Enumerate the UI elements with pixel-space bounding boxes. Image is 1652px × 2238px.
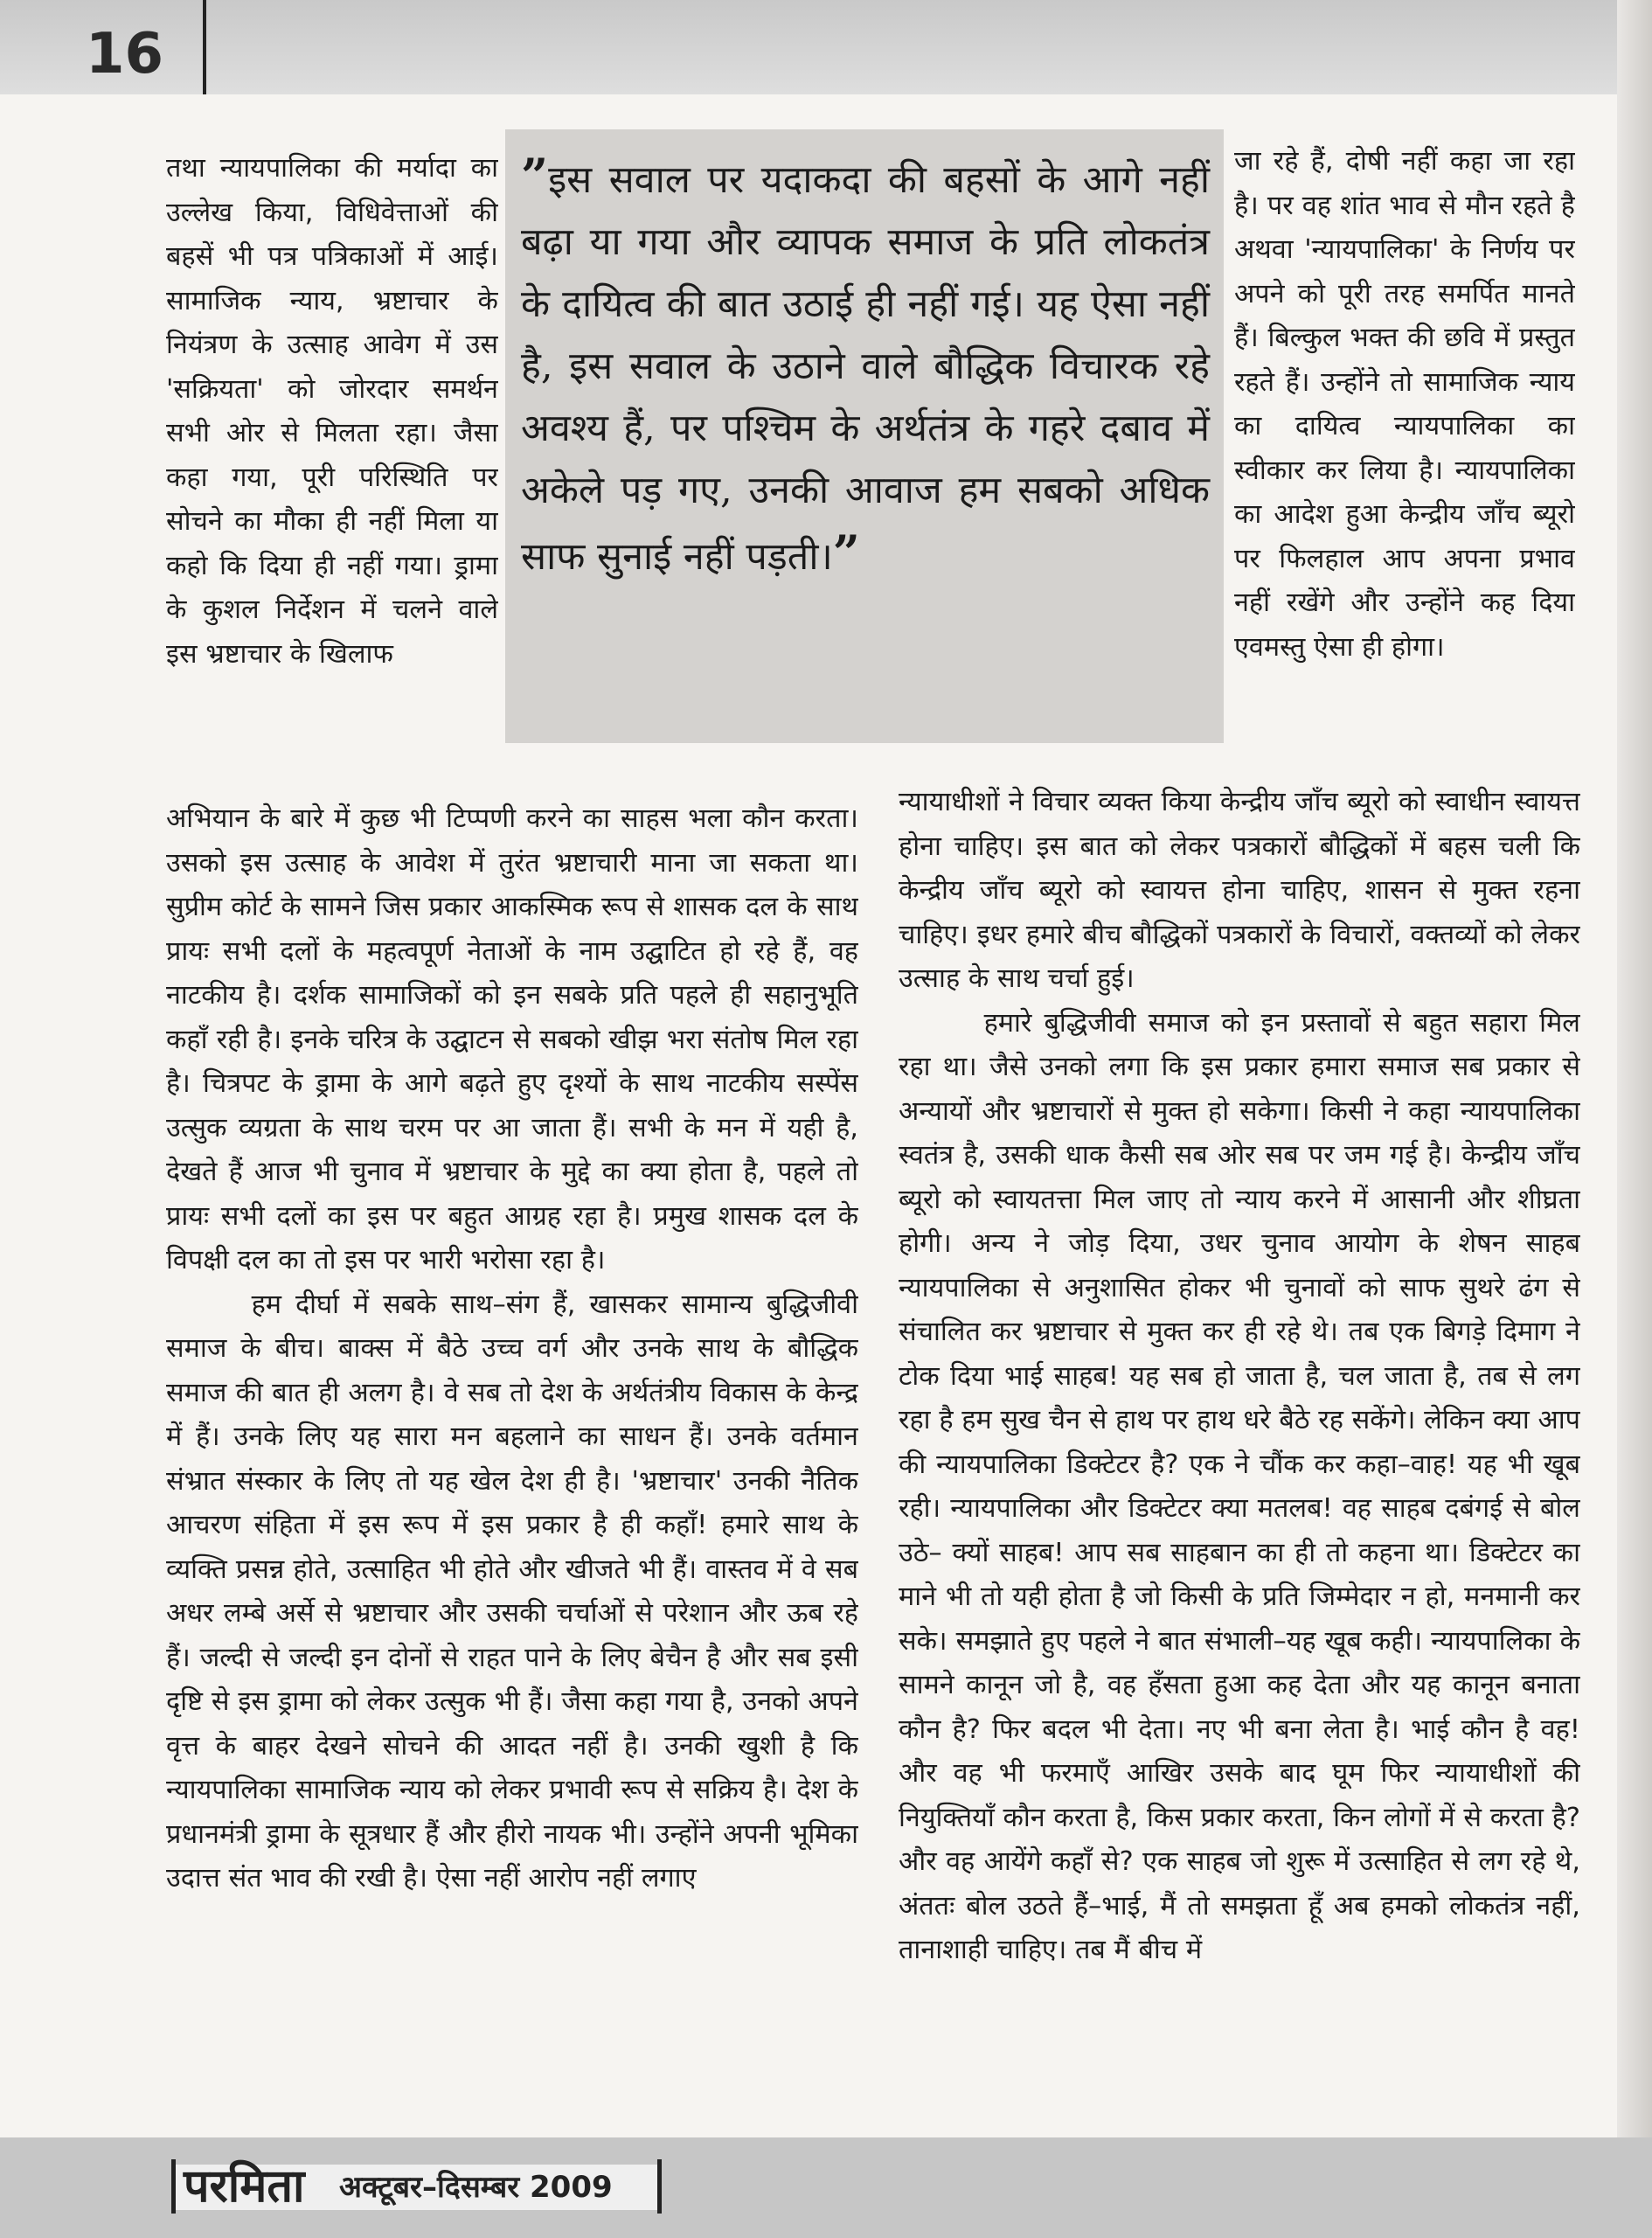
- footer-left-rule: [171, 2159, 176, 2214]
- header-band: [0, 0, 1652, 94]
- page-edge-shadow: [1617, 0, 1652, 2238]
- pull-quote-box: [505, 129, 1224, 743]
- left-column-paragraph-2: हम दीर्घा में सबके साथ–संग हैं, खासकर सामान्य बुद्धिजीवी समाज के बीच। बाक्स में बैठे उच्च वर्ग और उनके साथ के बौद्धिक समाज की बात ही अलग है। वे सब तो देश के अर्थतंत्रीय विकास के केन्द्र में हैं। उनके लिए यह सारा मन बहलाने का साधन हैं। उनके वर्तमान संभ्रात संस्कार के लिए तो यह खेल देश ही है। 'भ्रष्टाचार' उनकी नैतिक आचरण संहिता में इस रूप में इस प्रकार है ही कहाँ! हमारे साथ के व्यक्ति प्रसन्न होते, उत्साहित भी होते और खीजते भी हैं। वास्तव में वे सब अधर लम्बे अर्से से भ्रष्टाचार और उसकी चर्चाओं से परेशान और ऊब रहे हैं। जल्दी से जल्दी इन दोनों से राहत पाने के लिए बेचैन है और सब इसी दृष्टि से इस ड्रामा को लेकर उत्सुक भी हैं। जैसा कहा गया है, उनको अपने वृत्त के बाहर देखने सोचने की आदत नहीं है। उनकी खुशी है कि न्यायपालिका सामाजिक न्याय को लेकर प्रभावी रूप से सक्रिय है। देश के प्रधानमंत्री ड्रामा के सूत्रधार हैं और हीरो नायक भी। उन्होंने अपनी भूमिका उदात्त संत भाव की रखी है। ऐसा नहीं आरोप नहीं लगाए: [166, 1289, 858, 1894]
- pull-quote-close-mark: ”: [832, 525, 860, 580]
- pull-quote-text-wrapper: [521, 145, 1210, 588]
- right-column-paragraph-2: हमारे बुद्धिजीवी समाज को इन प्रस्तावों से बहुत सहारा मिल रहा था। जैसे उनको लगा कि इस प्रकार हमारा समाज सब प्रकार से अन्यायों और भ्रष्टाचारों से मुक्त हो सकेगा। किसी ने कहा न्यायपालिका स्वतंत्र है, उसकी धाक कैसी सब ओर सब पर जम गई है। केन्द्रीय जाँच ब्यूरो को स्वायतत्ता मिल जाए तो न्याय करने में आसानी और शीघ्रता होगी। अन्य ने जोड़ दिया, उधर चुनाव आयोग के शेषन साहब न्यायपालिका से अनुशासित होकर भी चुनावों को साफ सुथरे ढंग से संचालित कर भ्रष्टाचार से मुक्त कर ही रहे थे। तब एक बिगड़े दिमाग ने टोक दिया भाई साहब! यह सब हो जाता है, चल जाता है, तब से लग रहा है हम सुख चैन से हाथ पर हाथ धरे बैठे रह सकेंगे। लेकिन क्या आप की न्यायपालिका डिक्टेटर है? एक ने चौंक कर कहा–वाह! यह भी खूब रही। न्यायपालिका और डिक्टेटर क्या मतलब! वह साहब दबंगई से बोल उठे– क्यों साहब! आप सब साहबान का ही तो कहना था। डिक्टेटर का माने भी तो यही होता है जो किसी के प्रति जिम्मेदार न हो, मनमानी कर सके। समझाते हुए पहले ने बात संभाली–यह खूब कही। न्यायपालिका के सामने कानून जो है, वह हँसता हुआ कह देता और यह कानून बनाता कौन है? फिर बदल भी देता। नए भी बना लेता है। भाई कौन है वह! और वह भी फरमाएँ आखिर उसके बाद घूम फिर न्यायाधीशों की नियुक्तियाँ कौन करता है, किस प्रकार करता, किन लोगों में से करता है? और वह आयेंगे कहाँ से? एक साहब जो शुरू में उत्साहित से लग रहे थे, अंततः बोल उठते हैं–भाई, मैं तो समझता हूँ अब हमको लोकतंत्र नहीं, तानाशाही चाहिए। तब मैं बीच में: [899, 1007, 1580, 1965]
- page-number: 16: [86, 22, 164, 87]
- header-divider: [203, 0, 206, 94]
- right-column-top: [1234, 140, 1575, 787]
- right-column-main: [899, 781, 1580, 2146]
- left-column-top: [166, 147, 498, 820]
- right-column-paragraph-1: न्यायाधीशों ने विचार व्यक्त किया केन्द्रीय जाँच ब्यूरो को स्वाधीन स्वायत्त होना चाहिए। इस बात को लेकर पत्रकारों बौद्धिकों में बहस चली कि केन्द्रीय जाँच ब्यूरो को स्वायत्त होना चाहिए, शासन से मुक्त रहना चाहिए। इधर हमारे बीच बौद्धिकों पत्रकारों के विचारों, वक्तव्यों को लेकर उत्साह के साथ चर्चा हुई।: [899, 787, 1580, 994]
- left-column-top-text: तथा न्यायपालिका की मर्यादा का उल्लेख किया, विधिवेत्ताओं की बहसें भी पत्र पत्रिकाओं में आई। सामाजिक न्याय, भ्रष्टाचार के नियंत्रण के उत्साह आवेग में उस 'सक्रियता' को जोरदार समर्थन सभी ओर से मिलता रहा। जैसा कहा गया, पूरी परिस्थिति पर सोचने का मौका ही नहीं मिला या कहो कि दिया ही नहीं गया। ड्रामा के कुशल निर्देशन में चलने वाले इस भ्रष्टाचार के खिलाफ: [166, 153, 498, 670]
- pull-quote-text: इस सवाल पर यदाकदा की बहसों के आगे नहीं बढ़ा या गया और व्यापक समाज के प्रति लोकतंत्र के दायित्व की बात उठाई ही नहीं गई। यह ऐसा नहीं है, इस सवाल के उठाने वाले बौद्धिक विचारक रहे अवश्य हैं, पर पश्चिम के अर्थतंत्र के गहरे दबाव में अकेले पड़ गए, उनकी आवाज हम सबको अधिक साफ सुनाई नहीं पड़ती।: [521, 158, 1210, 579]
- left-column-paragraph-1: अभियान के बारे में कुछ भी टिप्पणी करने का साहस भला कौन करता। उसको इस उत्साह के आवेश में तुरंत भ्रष्टाचारी माना जा सकता था। सुप्रीम कोर्ट के सामने जिस प्रकार आकस्मिक रूप से शासक दल के साथ प्रायः सभी दलों के महत्वपूर्ण नेताओं के नाम उद्घाटित हो रहे हैं, वह नाटकीय है। दर्शक सामाजिकों को इन सबके प्रति पहले ही सहानुभूति कहाँ रही है। इनके चरित्र के उद्घाटन से सबको खीझ भरा संतोष मिल रहा है। चित्रपट के ड्रामा के आगे बढ़ते हुए दृश्यों के साथ नाटकीय सस्पेंस उत्सुक व्यग्रता के साथ चरम पर आ जाता हैं। सभी के मन में यही है, देखते हैं आज भी चुनाव में भ्रष्टाचार के मुद्दे का क्या होता है, पहले तो प्रायः सभी दलों का इस पर बहुत आग्रह रहा है। प्रमुख शासक दल के विपक्षी दल का तो इस पर भारी भरोसा रहा है।: [166, 803, 858, 1275]
- left-column-main: [166, 797, 858, 2145]
- pull-quote-open-mark: ”: [521, 148, 549, 204]
- magazine-logo: परमिता: [184, 2159, 305, 2213]
- footer-right-rule: [657, 2159, 662, 2214]
- right-column-top-text: जा रहे हैं, दोषी नहीं कहा जा रहा है। पर वह शांत भाव से मौन रहते है अथवा 'न्यायपालिका' के निर्णय पर अपने को पूरी तरह समर्पित मानते हैं। बिल्कुल भक्त की छवि में प्रस्तुत रहते हैं। उन्होंने तो सामाजिक न्याय का दायित्व न्यायपालिका का स्वीकार कर लिया है। न्यायपालिका का आदेश हुआ केन्द्रीय जाँच ब्यूरो पर फिलहाल आप अपना प्रभाव नहीं रखेंगे और उन्होंने कह दिया एवमस्तु ऐसा ही होगा।: [1234, 146, 1575, 663]
- issue-date: अक्टूबर–दिसम्बर 2009: [339, 2170, 613, 2205]
